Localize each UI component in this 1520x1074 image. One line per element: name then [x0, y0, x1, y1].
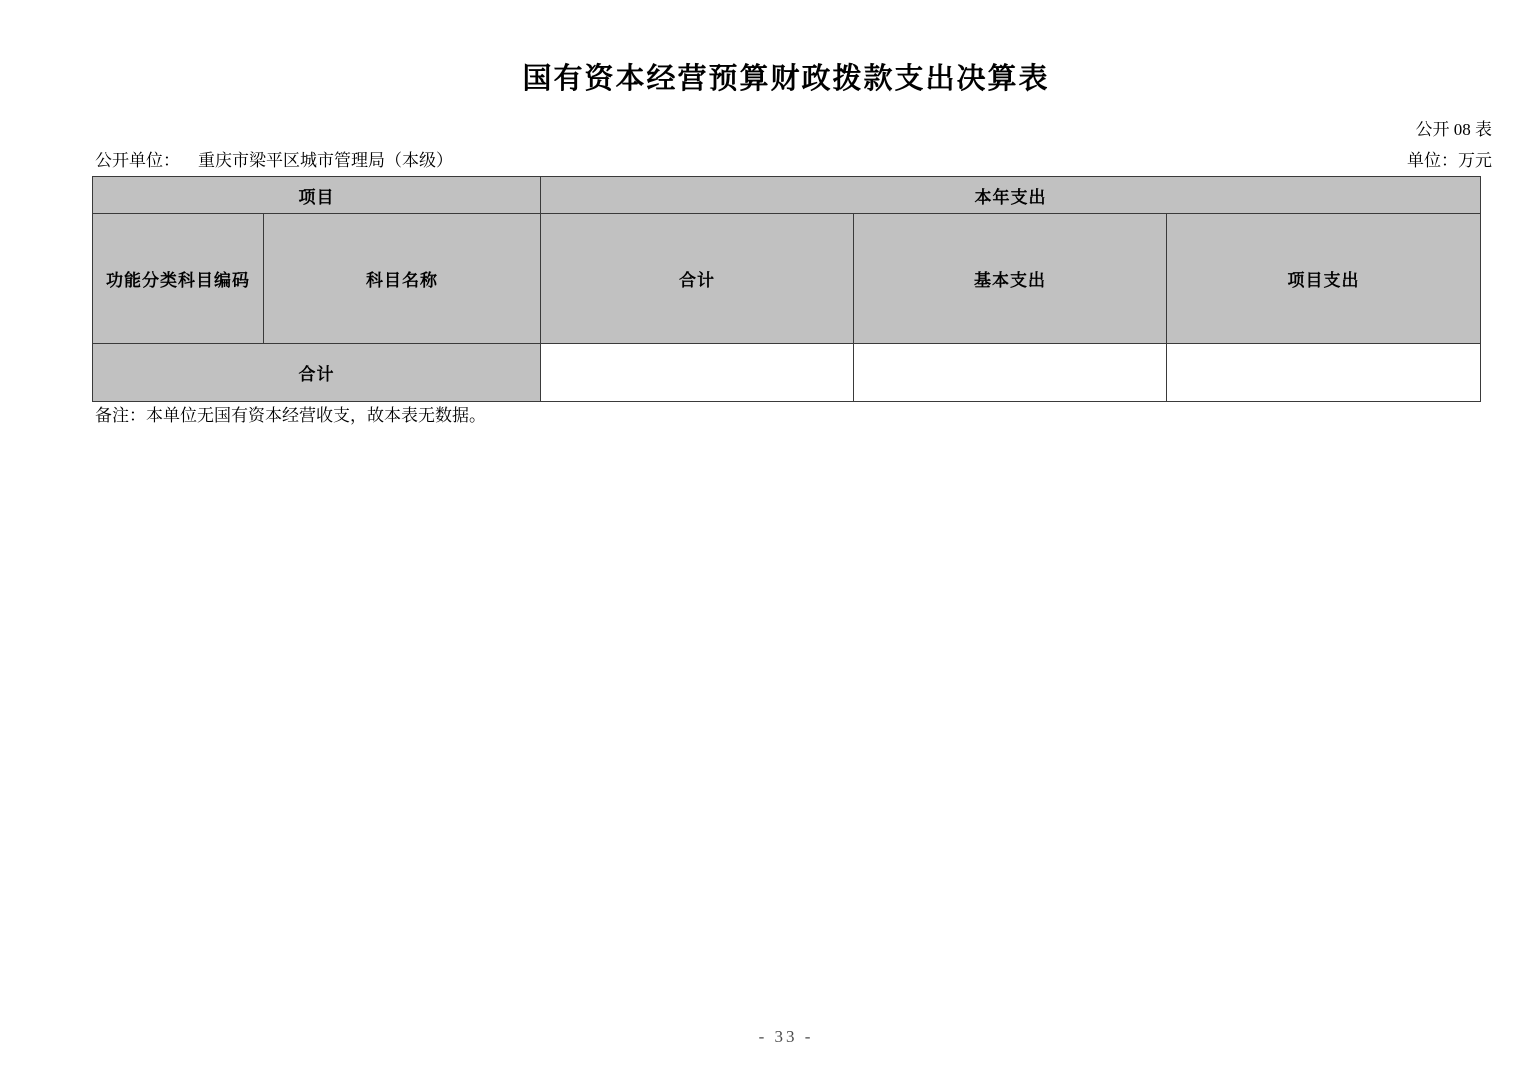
- page-title: 国有资本经营预算财政拨款支出决算表: [522, 63, 1050, 95]
- expenditure-table: [92, 176, 1481, 402]
- table-row: [93, 344, 1481, 402]
- group-header-item: 项目: [93, 177, 541, 214]
- group-header-row: [93, 177, 1481, 214]
- col-header-subject-name: 科目名称: [264, 214, 541, 344]
- total-row-label: 合计: [93, 344, 541, 402]
- publisher-name: 重庆市梁平区城市管理局（本级）: [198, 151, 453, 170]
- publisher-line: [95, 146, 453, 171]
- table-code-label: 公开 08 表: [1415, 120, 1492, 139]
- total-cell-total: [541, 344, 854, 402]
- meta-row: [95, 146, 1492, 171]
- currency-unit-label: 单位：万元: [1407, 151, 1492, 170]
- group-header-annual-expenditure: 本年支出: [541, 177, 1481, 214]
- col-header-function-code: 功能分类科目编码: [93, 214, 264, 344]
- note-text: 备注：本单位无国有资本经营收支，故本表无数据。: [95, 406, 486, 425]
- col-header-total: 合计: [541, 214, 854, 344]
- publisher-label: 公开单位：: [95, 151, 180, 170]
- total-cell-project: [1167, 344, 1481, 402]
- page-number: - 33 -: [758, 1027, 814, 1046]
- total-cell-basic: [854, 344, 1167, 402]
- col-header-basic-expenditure: 基本支出: [854, 214, 1167, 344]
- column-header-row: [93, 214, 1481, 344]
- col-header-project-expenditure: 项目支出: [1167, 214, 1481, 344]
